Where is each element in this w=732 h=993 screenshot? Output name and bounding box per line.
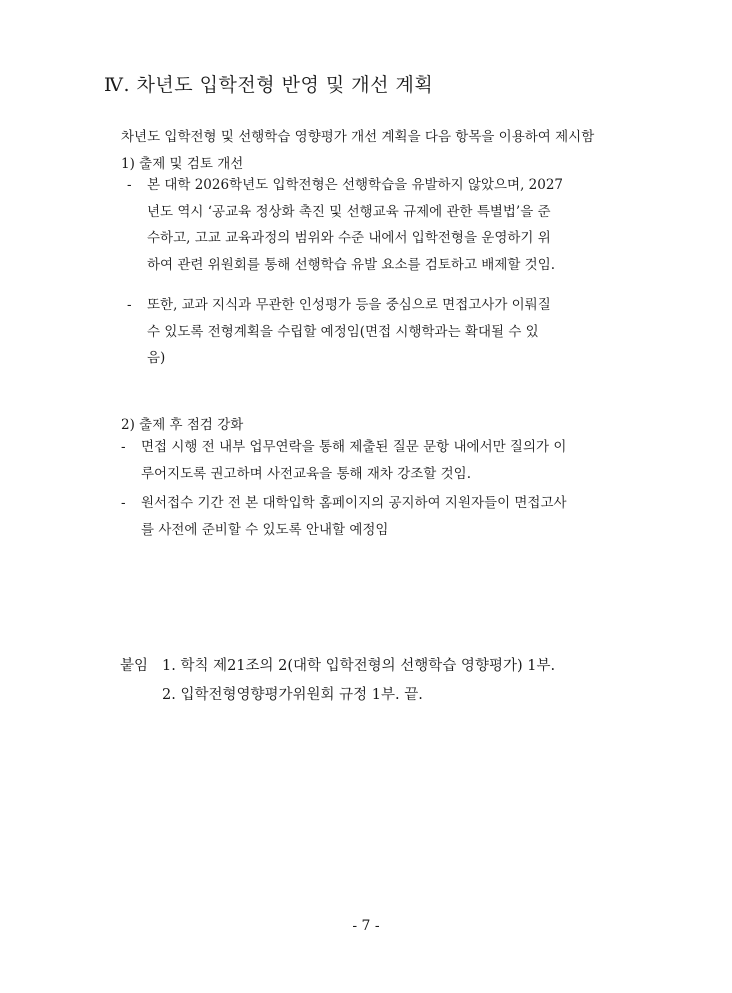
bullet-line: 루어지도록 권고하며 사전교육을 통해 재차 강조할 것임. (141, 465, 471, 482)
bullet-line: 를 사전에 준비할 수 있도록 안내할 예정임 (141, 521, 389, 538)
bullet-line: 수 있도록 전형계획을 수립할 예정임(면접 시행학과는 확대될 수 있 (147, 323, 539, 340)
bullet-dash: - (121, 495, 126, 511)
page-number: - 7 - (352, 918, 380, 934)
section2-bullet-1 (121, 434, 651, 489)
section2-bullet-2 (121, 490, 651, 545)
section1-title: 1) 출제 및 검토 개선 (121, 156, 244, 172)
bullet-line: 면접 시행 전 내부 업무연락을 통해 제출된 질문 문항 내에서만 질의가 이 (141, 439, 567, 455)
bullet-line: 원서접수 기간 전 본 대학입학 홈페이지의 공지하여 지원자들이 면접고사 (141, 495, 567, 511)
intro-paragraph: 차년도 입학전형 및 선행학습 영향평가 개선 계획을 다음 항목을 이용하여 제시함 (121, 129, 595, 145)
section1-bullet-2 (127, 292, 647, 377)
section-heading: Ⅳ. 차년도 입학전형 반영 및 개선 계획 (104, 74, 434, 96)
bullet-line: 수하고, 고교 교육과정의 범위와 수준 내에서 입학전형을 운영하기 위 (147, 230, 551, 246)
bullet-dash: - (127, 297, 132, 313)
attachment-label: 붙임 (120, 658, 149, 674)
bullet-line: 하여 관련 위원회를 통해 선행학습 유발 요소를 검토하고 배제할 것임. (147, 256, 556, 273)
section2-title: 2) 출제 후 점검 강화 (121, 417, 244, 433)
attachment-item-2: 2. 입학전형영향평가위원회 규정 1부. 끝. (162, 687, 423, 703)
bullet-line: 본 대학 2026학년도 입학전형은 선행학습을 유발하지 않았으며, 2027 (147, 177, 564, 193)
bullet-dash: - (121, 439, 126, 455)
attachment-item-1: 1. 학칙 제21조의 2(대학 입학전형의 선행학습 영향평가) 1부. (162, 658, 556, 674)
bullet-line: 년도 역시 ‘공교육 정상화 촉진 및 선행교육 규제에 관한 특별법’을 준 (147, 203, 551, 220)
bullet-line: 음) (147, 350, 166, 366)
section1-bullet-1 (127, 172, 647, 282)
bullet-dash: - (127, 177, 132, 193)
bullet-line: 또한, 교과 지식과 무관한 인성평가 등을 중심으로 면접고사가 이뤄질 (147, 297, 551, 313)
